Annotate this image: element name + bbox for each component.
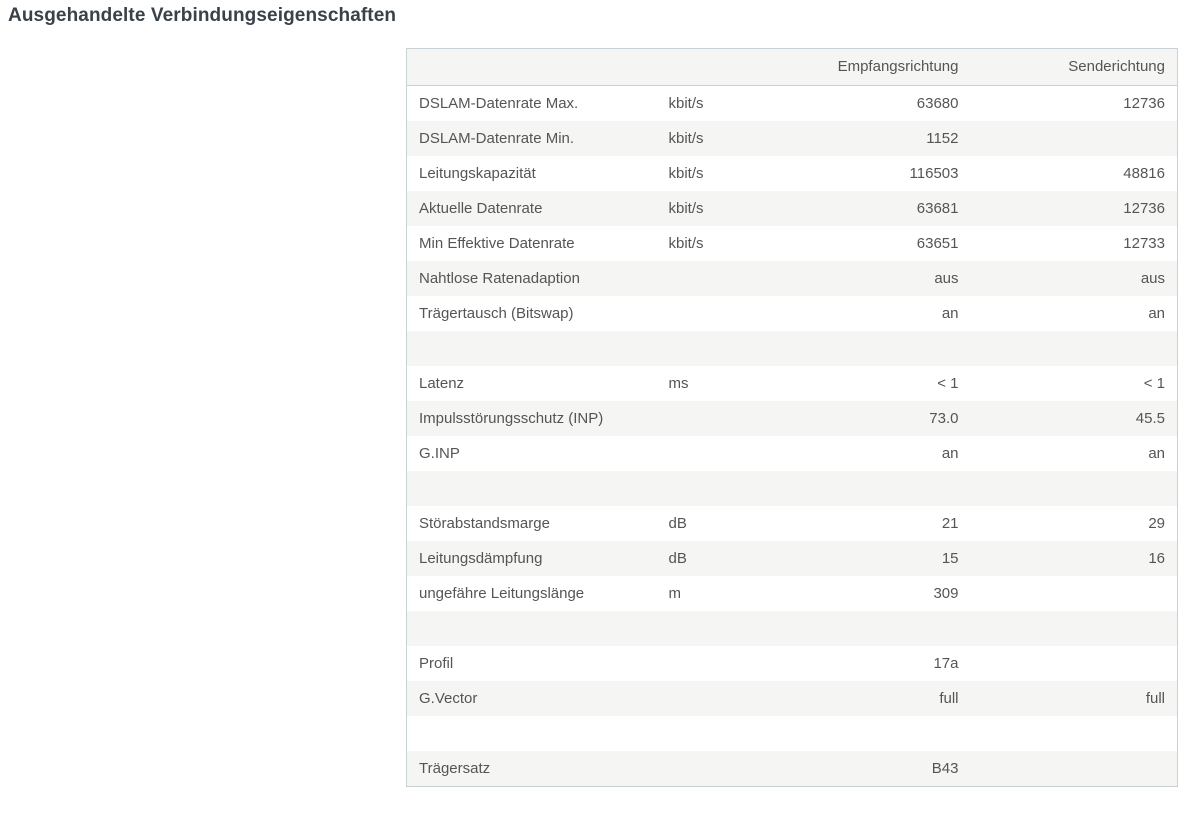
property-label: DSLAM-Datenrate Min. — [419, 130, 575, 147]
table-row — [407, 366, 1178, 401]
value-empfangsrichtung — [747, 716, 971, 751]
value-senderichtung — [971, 121, 1178, 156]
value-senderichtung: < 1 — [1143, 375, 1165, 392]
value-empfangsrichtung: 63681 — [916, 200, 959, 217]
value-empfangsrichtung: 1152 — [926, 130, 959, 147]
value-empfangsrichtung: an — [941, 305, 959, 322]
table-row — [407, 471, 1178, 506]
value-empfangsrichtung: 15 — [941, 550, 959, 567]
property-unit — [657, 471, 747, 506]
header-senderichtung: Senderichtung — [971, 49, 1178, 86]
table-row — [407, 121, 1178, 156]
property-label: Trägertausch (Bitswap) — [419, 305, 574, 322]
table-row — [407, 541, 1178, 576]
table-row — [407, 156, 1178, 191]
value-senderichtung: 29 — [1148, 515, 1165, 532]
property-label: Profil — [419, 655, 454, 672]
value-senderichtung: 12733 — [1123, 235, 1165, 252]
property-unit: m — [668, 585, 681, 602]
property-label: Trägersatz — [419, 760, 491, 777]
value-empfangsrichtung: aus — [934, 270, 959, 287]
property-label: Impulsstörungsschutz (INP) — [419, 410, 604, 427]
table-header-row — [407, 49, 1178, 86]
connection-properties-table-wrap — [406, 48, 1178, 787]
value-senderichtung: 16 — [1148, 550, 1165, 567]
property-unit: dB — [668, 550, 687, 567]
property-label: Leitungsdämpfung — [419, 550, 543, 567]
value-empfangsrichtung — [747, 611, 971, 646]
property-unit — [657, 611, 747, 646]
header-label-column — [407, 49, 657, 86]
table-row — [407, 296, 1178, 331]
property-unit: dB — [668, 515, 687, 532]
property-label — [407, 331, 657, 366]
value-senderichtung: 12736 — [1123, 200, 1165, 217]
value-empfangsrichtung — [747, 331, 971, 366]
value-senderichtung — [971, 331, 1178, 366]
property-label: G.INP — [419, 445, 460, 462]
table-row — [407, 436, 1178, 471]
value-empfangsrichtung: an — [941, 445, 959, 462]
property-unit — [657, 436, 747, 471]
property-unit — [657, 751, 747, 787]
value-senderichtung: 45.5 — [1135, 410, 1165, 427]
value-empfangsrichtung — [747, 471, 971, 506]
property-label — [407, 611, 657, 646]
table-row — [407, 86, 1178, 122]
property-unit — [657, 681, 747, 716]
page-title: Ausgehandelte Verbindungseigenschaften — [8, 5, 397, 26]
property-label: Min Effektive Datenrate — [419, 235, 575, 252]
property-label — [407, 471, 657, 506]
table-body — [407, 86, 1178, 787]
property-unit: kbit/s — [668, 95, 704, 112]
property-label: Störabstandsmarge — [419, 515, 550, 532]
property-label: ungefähre Leitungslänge — [419, 585, 585, 602]
value-senderichtung — [971, 576, 1178, 611]
table-row — [407, 261, 1178, 296]
value-empfangsrichtung: B43 — [931, 760, 959, 777]
table-row — [407, 716, 1178, 751]
value-empfangsrichtung: 309 — [933, 585, 959, 602]
value-empfangsrichtung: 63651 — [916, 235, 959, 252]
property-label: DSLAM-Datenrate Max. — [419, 95, 579, 112]
property-unit: kbit/s — [668, 130, 704, 147]
property-unit — [657, 401, 747, 436]
value-empfangsrichtung: 21 — [941, 515, 959, 532]
property-unit — [657, 646, 747, 681]
connection-properties-table — [406, 48, 1178, 787]
property-label — [407, 716, 657, 751]
value-senderichtung: 48816 — [1123, 165, 1165, 182]
value-senderichtung: an — [1148, 305, 1165, 322]
property-label: G.Vector — [419, 690, 478, 707]
property-unit — [657, 331, 747, 366]
value-senderichtung: an — [1148, 445, 1165, 462]
property-label: Leitungskapazität — [419, 165, 536, 182]
property-unit — [657, 261, 747, 296]
property-unit: kbit/s — [668, 200, 704, 217]
value-senderichtung: 12736 — [1123, 95, 1165, 112]
header-empfangsrichtung: Empfangsrichtung — [747, 49, 971, 86]
property-label: Aktuelle Datenrate — [419, 200, 543, 217]
value-empfangsrichtung: full — [939, 690, 959, 707]
table-row — [407, 191, 1178, 226]
table-row — [407, 226, 1178, 261]
table-row — [407, 646, 1178, 681]
property-unit: kbit/s — [668, 235, 704, 252]
table-row — [407, 576, 1178, 611]
value-senderichtung — [971, 611, 1178, 646]
value-empfangsrichtung: < 1 — [937, 375, 959, 392]
property-unit: kbit/s — [668, 165, 704, 182]
value-senderichtung — [971, 716, 1178, 751]
value-senderichtung — [971, 471, 1178, 506]
value-senderichtung — [971, 646, 1178, 681]
property-unit — [657, 716, 747, 751]
property-label: Latenz — [419, 375, 465, 392]
value-senderichtung: aus — [1140, 270, 1165, 287]
value-senderichtung: full — [1145, 690, 1165, 707]
property-unit — [657, 296, 747, 331]
value-empfangsrichtung: 63680 — [916, 95, 959, 112]
table-row — [407, 506, 1178, 541]
table-row — [407, 611, 1178, 646]
header-unit-column — [657, 49, 747, 86]
table-row — [407, 681, 1178, 716]
value-empfangsrichtung: 17a — [933, 655, 959, 672]
value-senderichtung — [971, 751, 1178, 787]
value-empfangsrichtung: 73.0 — [929, 410, 959, 427]
table-row — [407, 331, 1178, 366]
table-row — [407, 751, 1178, 787]
property-label: Nahtlose Ratenadaption — [419, 270, 580, 287]
table-row — [407, 401, 1178, 436]
property-unit: ms — [668, 375, 689, 392]
value-empfangsrichtung: 116503 — [909, 165, 959, 182]
